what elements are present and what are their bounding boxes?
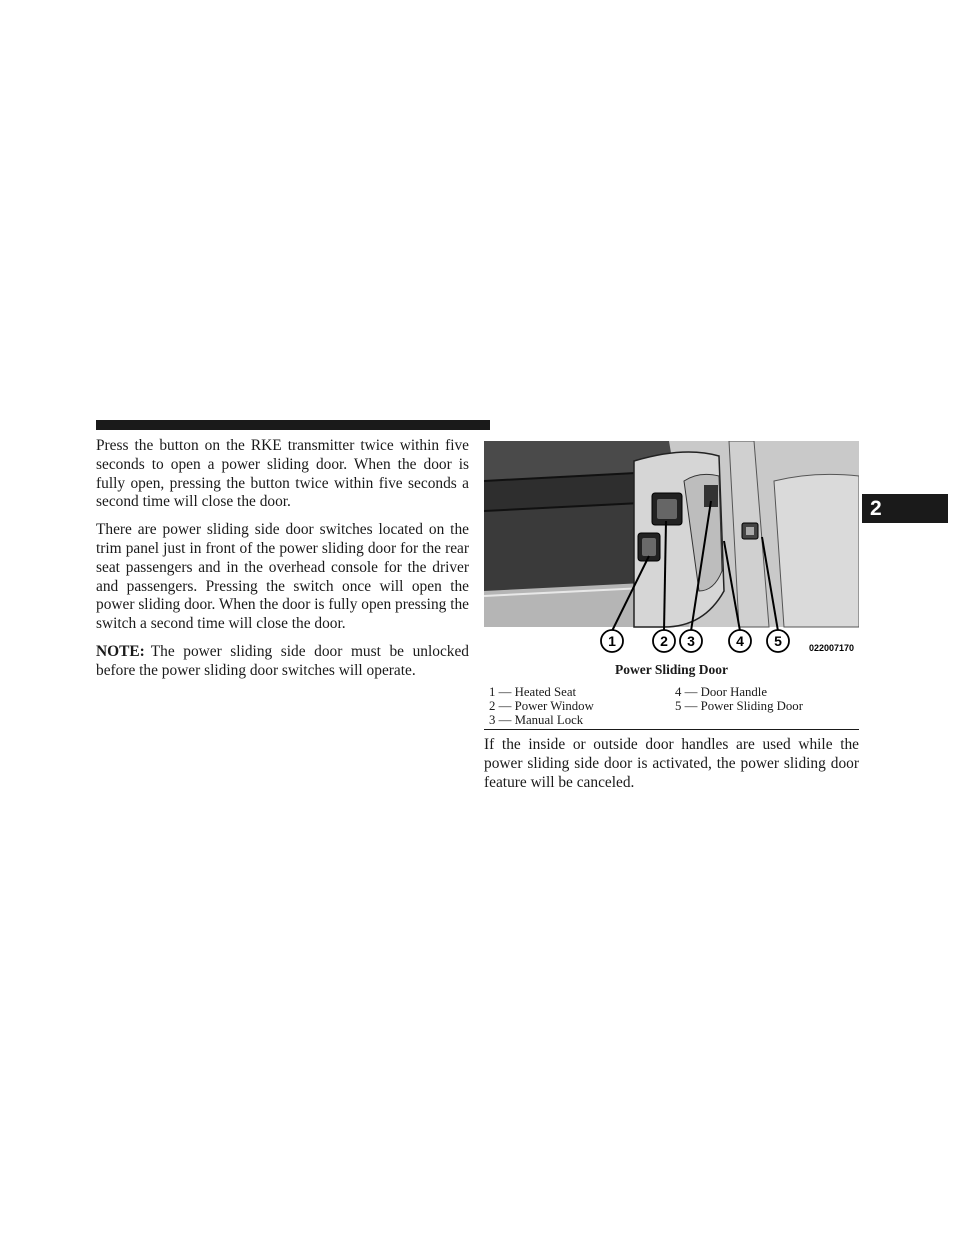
- legend-item-heated-seat: 1 — Heated Seat: [489, 685, 577, 699]
- left-column: [96, 437, 469, 690]
- callout-label-2: 2: [660, 633, 668, 649]
- legend-item-power-window: 2 — Power Window: [489, 699, 594, 713]
- callout-label-4: 4: [736, 633, 744, 649]
- right-column: [484, 736, 859, 792]
- legend-item-door-handle: 4 — Door Handle: [675, 685, 768, 699]
- paragraph-door-handles: If the inside or outside door handles are used while the power sliding side door is activated, the power sliding door feature will be canceled.: [484, 736, 859, 791]
- callout-label-3: 3: [687, 633, 695, 649]
- paragraph-switches: There are power sliding side door switches located on the trim panel just in front of the power sliding door for the rear seat passengers and in the overhead console for the driver and passengers. Pressing the switch once will open the power sliding door. When the door is fully open pressing the switch a second time will close the door.: [96, 521, 469, 633]
- figure-code: 022007170: [808, 643, 854, 653]
- note-label: NOTE:: [96, 642, 145, 660]
- power-sliding-door-figure: [484, 441, 859, 661]
- callout-label-1: 1: [608, 633, 616, 649]
- legend-item-power-sliding-door: 5 — Power Sliding Door: [675, 699, 803, 713]
- note-paragraph: [96, 643, 469, 681]
- figure-caption: Power Sliding Door: [614, 662, 728, 677]
- section-rule-bar: [96, 420, 490, 430]
- note-text: The power sliding side door must be unlocked before the power sliding door switches will operate.: [96, 642, 469, 679]
- paragraph-rke: Press the button on the RKE transmitter twice within five seconds to open a power sliding door. When the door is fully open, pressing the button twice within five seconds a second time will close the door.: [96, 437, 469, 511]
- door-illustration: [484, 441, 859, 661]
- callout-label-5: 5: [774, 633, 782, 649]
- legend-column-left: [489, 685, 594, 727]
- section-tab: 2: [862, 494, 948, 523]
- legend-item-manual-lock: 3 — Manual Lock: [489, 713, 584, 727]
- legend-column-right: [675, 685, 803, 713]
- legend-divider: [484, 729, 859, 730]
